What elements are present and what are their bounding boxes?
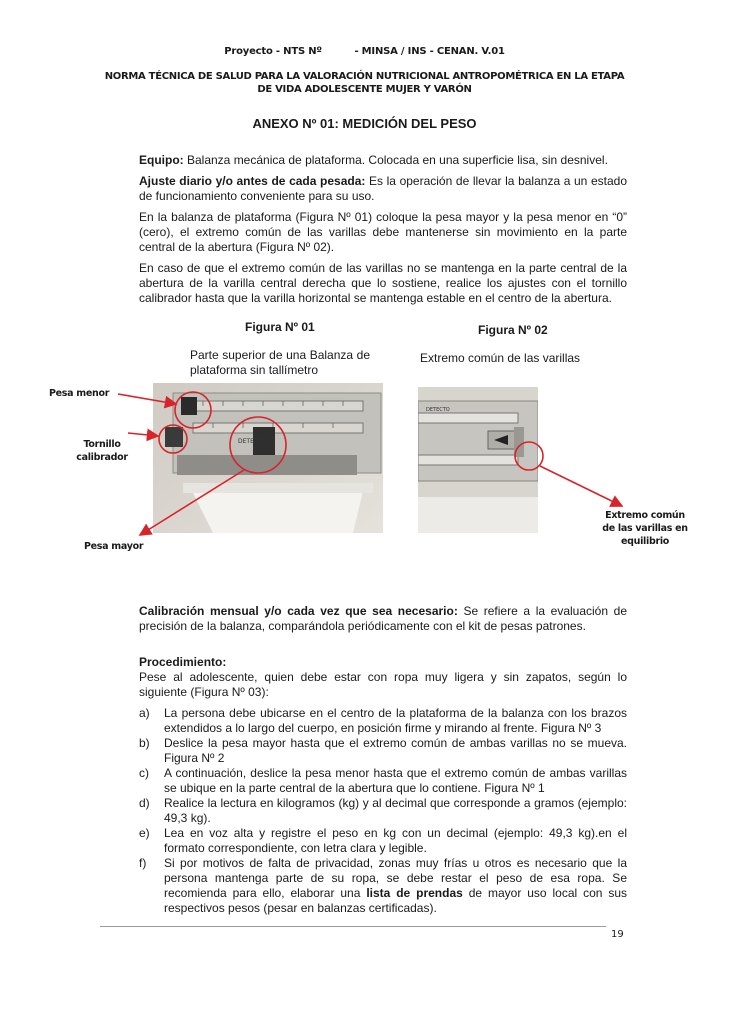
arrow-extremo [540, 466, 622, 506]
procedimiento-label [139, 655, 627, 670]
step-label: f) [139, 856, 147, 870]
list-item [139, 736, 627, 766]
header-project: Proyecto - NTS Nº [224, 46, 322, 57]
tornillo-paragraph: En caso de que el extremo común de las varillas no se mantenga en la parte central de la abertura de la varilla central derecha que lo sostiene, realice los ajustes con el tornillo calibrador hasta que la varilla horizontal se mantenga estable en el centro de la abertura. [139, 261, 627, 305]
list-item [139, 766, 627, 796]
step-text: Realice la lectura en kilogramos (kg) y al decimal que corresponde a gramos (ejemplo: 49,3 kg). [164, 796, 627, 825]
figure-2-caption: Extremo común de las varillas [420, 351, 581, 365]
balanza-paragraph: En la balanza de plataforma (Figura Nº 01) coloque la pesa mayor y la pesa menor en “0” (cero), el extremo común de las varillas debe mantenerse sin movimiento en la parte central de la abertura (Figura Nº 02). [139, 210, 627, 254]
calibracion-section [139, 604, 627, 640]
scale-brand-text-2: DETECTO [426, 407, 450, 413]
step-text-after: de mayor uso local con sus respectivos pesos (pesar en balanzas certificadas). [164, 886, 627, 915]
calibracion-text: Se refiere a la evaluación de precisión de la balanza, comparándola periódicamente con el kit de pesas patrones. [139, 604, 627, 633]
list-item [139, 856, 627, 916]
callout-extremo-comun: Extremo común de las varillas en equilibrio [602, 510, 688, 547]
step-text: La persona debe ubicarse en el centro de la plataforma de la balanza con los brazos extendidos a lo largo del cuerpo, en posición firme y mirando al frente. Figura Nº 3 [164, 706, 627, 735]
scale-brand-text: DETECTO [238, 438, 267, 445]
list-item [139, 706, 627, 736]
arrow-tornillo [128, 433, 158, 436]
annex-title: ANEXO Nº 01: MEDICIÓN DEL PESO [252, 116, 477, 131]
footer-divider [100, 926, 606, 927]
step-text: Lea en voz alta y registre el peso en kg con un decimal (ejemplo: 49,3 kg).en el formato correspondiente, con letra clara y legible. [164, 826, 627, 855]
callout-pesa-menor: Pesa menor [49, 388, 110, 399]
header-agency: - MINSA / INS - CENAN. V.01 [354, 46, 505, 57]
page-number: 19 [611, 929, 624, 940]
equipo-label: Equipo: [139, 153, 184, 167]
ajuste-text: Es la operación de llevar la balanza a un estado de funcionamiento conveniente para su uso. [139, 174, 627, 203]
step-label: a) [139, 706, 150, 720]
step-label: d) [139, 796, 150, 810]
pesa-mayor-circle [230, 417, 286, 473]
step-label: e) [139, 826, 150, 840]
procedimiento-section [139, 655, 627, 916]
step-label: c) [139, 766, 149, 780]
arrow-pesa-menor [118, 394, 176, 404]
calibracion-paragraph [139, 604, 627, 634]
ajuste-label: Ajuste diario y/o antes de cada pesada: [139, 174, 366, 188]
step-text: A continuación, deslice la pesa menor hasta que el extremo común de ambas varillas se ubique en la parte central de la abertura que lo contiene. Figura Nº 1 [164, 766, 627, 795]
step-text: Si por motivos de falta de privacidad, zonas muy frías u otros es necesario que la persona mantenga parte de su ropa, se debe restar el peso de esa ropa. Se recomienda para ello, elaborar una [164, 856, 627, 900]
arrow-pesa-mayor [140, 470, 244, 535]
list-item [139, 796, 627, 826]
callout-pesa-mayor: Pesa mayor [84, 541, 144, 552]
figure-1-title: Figura Nº 01 [245, 320, 315, 334]
step-text: Deslice la pesa mayor hasta que el extremo común de ambas varillas no se mueva. Figura Nº 2 [164, 736, 627, 765]
tornillo-circle [159, 425, 187, 453]
equipo-text: Balanza mecánica de plataforma. Colocada en una superficie lisa, sin desnivel. [183, 153, 608, 167]
figure-2-title: Figura Nº 02 [478, 323, 548, 337]
calibracion-label: Calibración mensual y/o cada vez que sea necesario: [139, 604, 458, 618]
extremo-circle [515, 442, 543, 470]
procedimiento-intro: Pese al adolescente, quien debe estar con ropa muy ligera y sin zapatos, según lo siguiente (Figura Nº 03): [139, 670, 627, 699]
step-bold-text: lista de prendas [366, 886, 463, 900]
procedure-steps [139, 706, 627, 916]
norm-title: NORMA TÉCNICA DE SALUD PARA LA VALORACIÓN NUTRICIONAL ANTROPOMÉTRICA EN LA ETAPA DE VIDA ADOLESCENTE MUJER Y VARÓN [104, 71, 625, 95]
pesa-menor-circle [175, 392, 211, 428]
step-label: b) [139, 736, 150, 750]
callout-tornillo-calibrador: Tornillo calibrador [76, 439, 128, 463]
procedimiento-heading: Procedimiento: [139, 655, 227, 669]
figure-1-caption: Parte superior de una Balanza de plataforma sin tallímetro [190, 348, 370, 377]
list-item [139, 826, 627, 856]
